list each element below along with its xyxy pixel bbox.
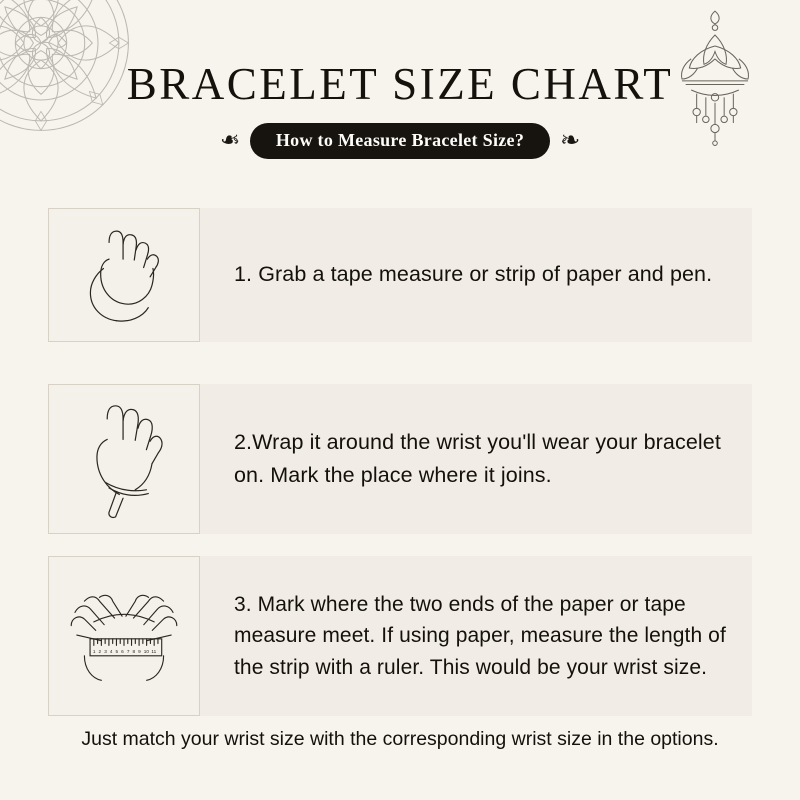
svg-text:3: 3 bbox=[104, 648, 107, 654]
step-2-text: 2.Wrap it around the wrist you'll wear your bracelet on. Mark the place where it joins. bbox=[234, 429, 721, 487]
svg-text:2: 2 bbox=[98, 648, 102, 654]
svg-text:11: 11 bbox=[151, 648, 157, 654]
step-2-illustration bbox=[48, 384, 200, 534]
step-3-illustration bbox=[48, 556, 200, 716]
flourish-left-icon: ❧ bbox=[219, 128, 240, 154]
footer-note: Just match your wrist size with the corresponding wrist size in the options. bbox=[81, 728, 719, 750]
svg-text:9: 9 bbox=[138, 648, 141, 654]
step-1 bbox=[48, 208, 752, 342]
svg-text:1: 1 bbox=[92, 648, 96, 654]
step-1-illustration bbox=[48, 208, 200, 342]
step-2 bbox=[48, 384, 752, 534]
svg-text:4: 4 bbox=[109, 648, 113, 654]
svg-text:7: 7 bbox=[126, 648, 130, 654]
step-1-text: 1. Grab a tape measure or strip of paper and pen. bbox=[234, 262, 713, 287]
step-3-text: 3. Mark where the two ends of the paper or tape measure meet. If using paper, measure the length of the strip with a ruler. This would be your wrist size. bbox=[234, 592, 726, 679]
svg-text:10: 10 bbox=[143, 648, 150, 654]
svg-text:8: 8 bbox=[132, 648, 136, 654]
subtitle-pill: How to Measure Bracelet Size? bbox=[250, 123, 550, 159]
svg-text:5: 5 bbox=[115, 648, 119, 654]
step-3 bbox=[48, 556, 752, 716]
page-title: BRACELET SIZE CHART bbox=[126, 59, 674, 109]
svg-text:6: 6 bbox=[121, 648, 124, 654]
subtitle-row bbox=[0, 123, 800, 159]
flourish-right-icon: ❧ bbox=[560, 128, 581, 154]
